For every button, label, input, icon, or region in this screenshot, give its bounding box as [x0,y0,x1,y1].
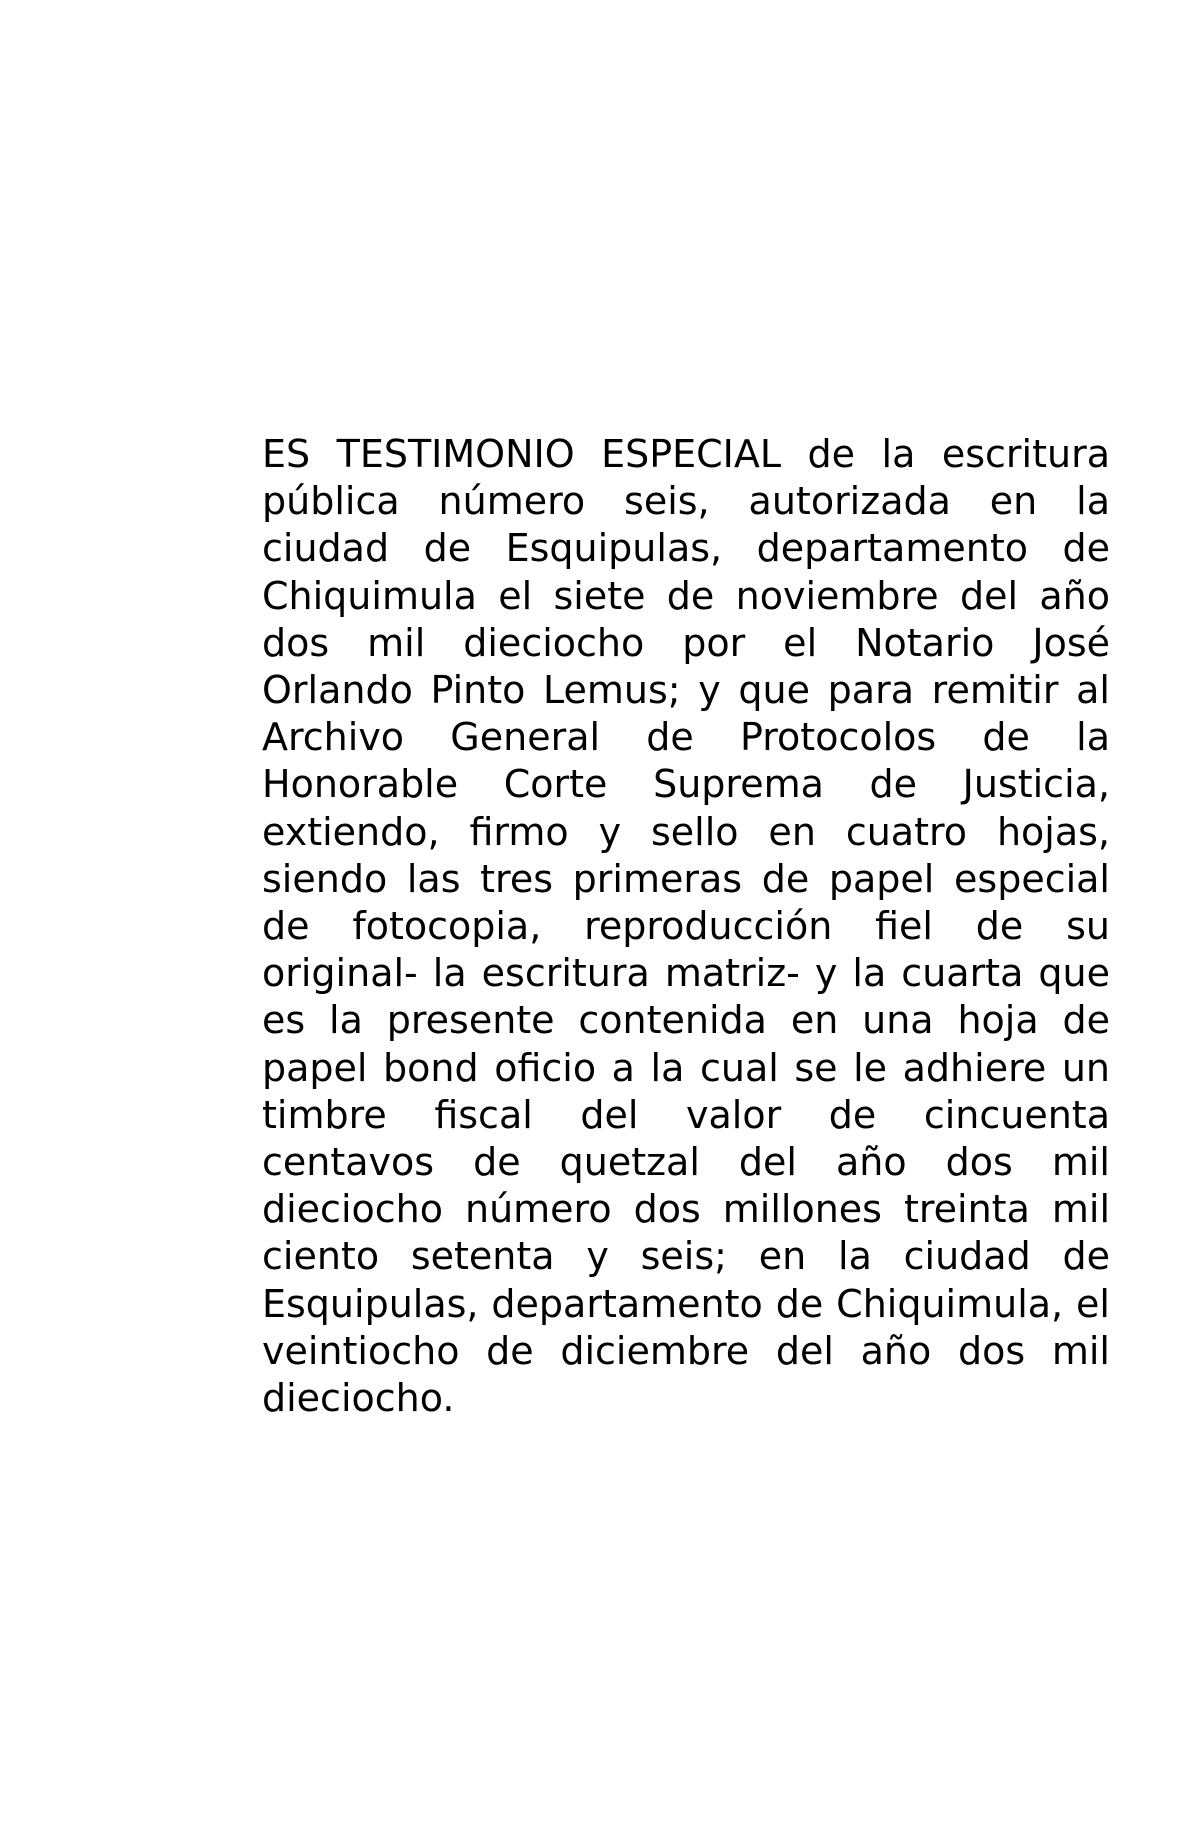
testimony-paragraph: ES TESTIMONIO ESPECIAL de la escritura pública número seis, autorizada en la ciudad de Esquipulas, departamento de Chiquimula el siete de noviembre del año dos mil dieciocho por el Notario José Orlando Pinto Lemus; y que para remitir al Archivo General de Protocolos de la Honorable Corte Suprema de Justicia, extiendo, firmo y sello en cuatro hojas, siendo las tres primeras de papel especial de fotocopia, reproducción fiel de su original- la escritura matriz- y la cuarta que es la presente contenida en una hoja de papel bond oficio a la cual se le adhiere un timbre fiscal del valor de cincuenta centavos de quetzal del año dos mil dieciocho número dos millones treinta mil ciento setenta y seis; en la ciudad de Esquipulas, departamento de Chiquimula, el veintiocho de diciembre del año dos mil dieciocho. [262,432,1110,1421]
